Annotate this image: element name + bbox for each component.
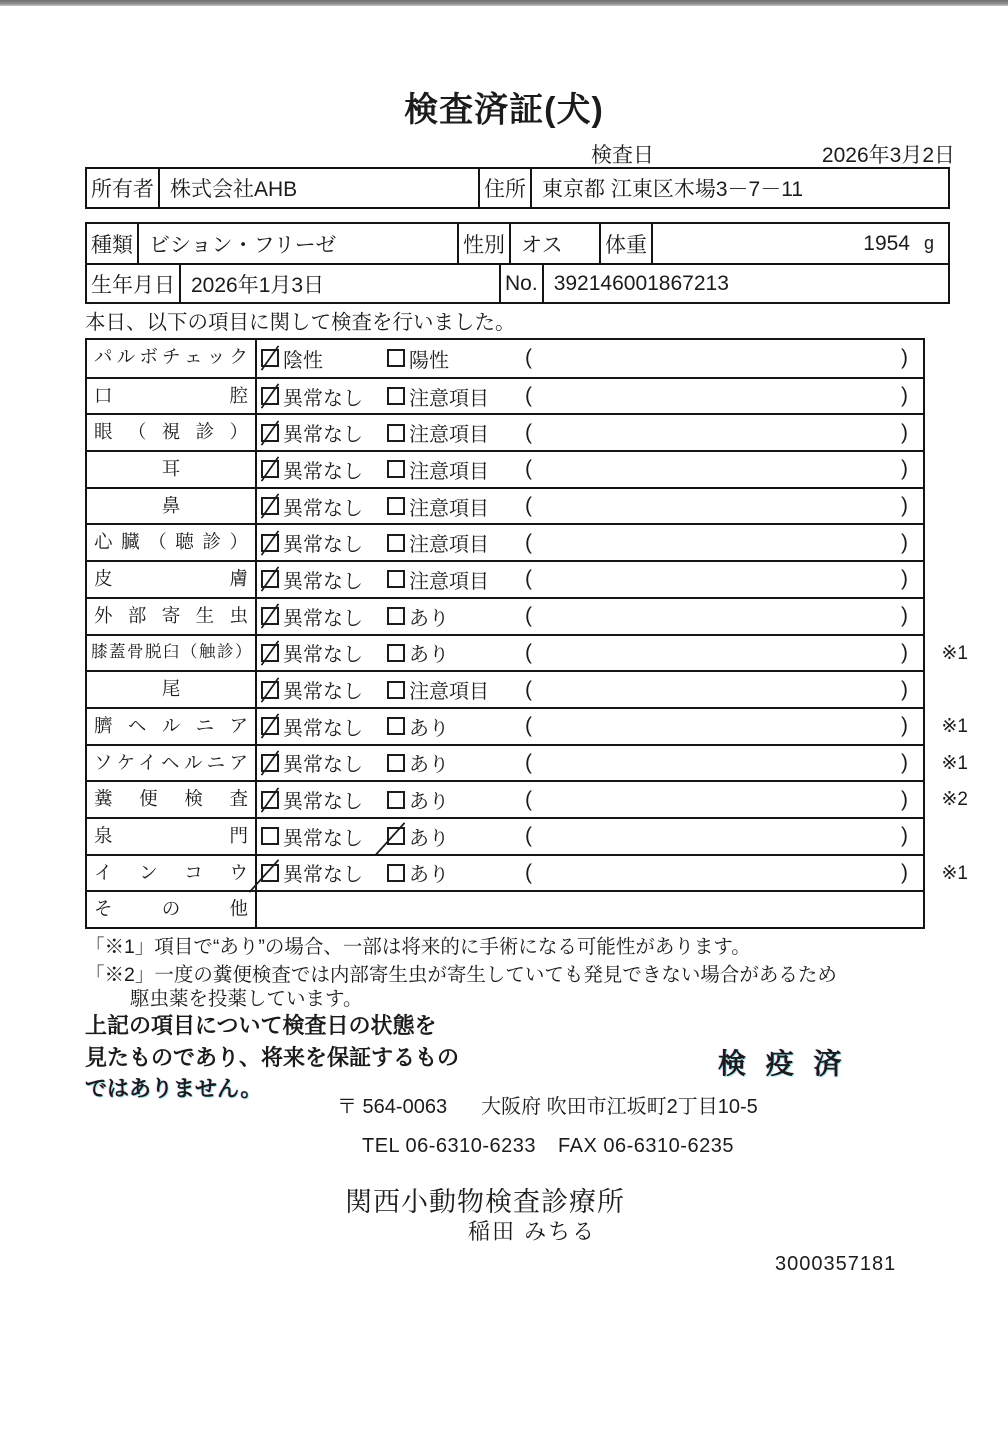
check-table [85, 338, 968, 929]
option-label: あり [409, 791, 449, 814]
option-label: 異常なし [283, 644, 363, 667]
option-label: 異常なし [283, 387, 363, 410]
paren-open: ( [525, 750, 532, 774]
checkbox-normal [261, 424, 279, 442]
check-row-tail [87, 670, 923, 707]
paren-close: ) [901, 750, 908, 774]
check-item-label: 外部寄生虫 [87, 599, 257, 634]
checkbox-normal [261, 864, 279, 882]
checkbox-normal [261, 644, 279, 662]
option-label: 注意項目 [409, 497, 489, 520]
paren-close: ) [901, 677, 908, 701]
paren-open: ( [525, 494, 532, 518]
checkbox-caution [387, 570, 405, 588]
check-row-patella [87, 634, 968, 671]
check-item-label: パルボチェック [87, 340, 257, 377]
paren-close: ) [901, 530, 908, 554]
option-label: 異常なし [283, 460, 363, 483]
paren-close: ) [901, 346, 908, 370]
checkbox-normal [261, 681, 279, 699]
paren-open: ( [525, 824, 532, 848]
paren-open: ( [525, 677, 532, 701]
paren-open: ( [525, 346, 532, 370]
paren-close: ) [901, 640, 908, 664]
check-item-label: 口腔 [87, 379, 257, 414]
paren-close: ) [901, 567, 908, 591]
check-row-fontanelle [87, 817, 923, 854]
check-item-label: その他 [87, 892, 257, 927]
checkbox-caution [387, 424, 405, 442]
paren-open: ( [525, 860, 532, 884]
inspection-date-value: 2026年3月2日 [821, 144, 955, 167]
checkbox-normal [261, 497, 279, 515]
footnote-marker: ※1 [941, 752, 968, 774]
option-label: あり [409, 644, 449, 667]
check-row-parvo [87, 340, 923, 377]
owner-row [87, 169, 948, 207]
weight-unit: g [923, 233, 934, 253]
checkbox-normal [261, 717, 279, 735]
check-row-fecal-exam [87, 780, 968, 817]
option-label: 異常なし [283, 864, 363, 887]
paren-close: ) [901, 457, 908, 481]
option-label: 異常なし [283, 717, 363, 740]
paren-open: ( [525, 787, 532, 811]
footnote-2-line2: 駆虫薬を投薬しています。 [130, 988, 363, 1010]
check-row-umbilical-hernia [87, 707, 968, 744]
sex-value: オス [511, 224, 601, 263]
check-item-label: 心臓（聴診） [87, 525, 257, 560]
check-item-label: 糞便検査 [87, 782, 257, 817]
footnote-marker: ※2 [941, 789, 968, 811]
disclaimer-line-3: ではありません。 [85, 1076, 263, 1101]
check-row-eyes [87, 413, 923, 450]
footnote-2-line1: 「※2」一度の糞便検査では内部寄生虫が寄生していても発見できない場合があるため [85, 964, 837, 986]
clinic-name: 関西小動物検査診療所 [345, 1187, 625, 1217]
option-label: 注意項目 [409, 460, 489, 483]
checkbox-present [387, 791, 405, 809]
check-item-label: 臍ヘルニア [87, 709, 257, 744]
option-label: 異常なし [283, 754, 363, 777]
weight-label: 体重 [601, 224, 653, 263]
check-row-nose [87, 487, 923, 524]
checkbox-caution [387, 460, 405, 478]
owner-value: 株式会社AHB [160, 169, 480, 207]
page-title: 検査済証(犬) [404, 91, 604, 129]
check-item-label: 尾 [87, 672, 257, 707]
paren-close: ) [901, 824, 908, 848]
checkbox-normal [261, 570, 279, 588]
paren-open: ( [525, 714, 532, 738]
clinic-address: 大阪府 吹田市江坂町2丁目10-5 [481, 1096, 758, 1118]
paren-close: ) [901, 384, 908, 408]
check-row-ears [87, 450, 923, 487]
option-label: 異常なし [283, 827, 363, 850]
paren-open: ( [525, 384, 532, 408]
clinic-phone-line [362, 1135, 734, 1158]
option-label: 異常なし [283, 570, 363, 593]
pet-info-table [85, 222, 950, 304]
check-row-external-parasites [87, 597, 923, 634]
checkbox-normal [261, 387, 279, 405]
document-serial-number: 3000357181 [775, 1253, 897, 1275]
check-row-heart [87, 523, 923, 560]
weight-value: 1954 [863, 231, 910, 255]
owner-table [85, 167, 950, 209]
paren-open: ( [525, 530, 532, 554]
footnote-marker: ※1 [941, 862, 968, 884]
check-item-label: 眼（視診） [87, 415, 257, 450]
check-item-label: 皮膚 [87, 562, 257, 597]
option-label: あり [409, 754, 449, 777]
option-label: 陰性 [283, 349, 323, 372]
checkbox-normal [261, 754, 279, 772]
checkbox-present [387, 754, 405, 772]
intro-text: 本日、以下の項目に関して検査を行いました。 [85, 311, 516, 334]
paren-open: ( [525, 420, 532, 444]
checkbox-present [387, 717, 405, 735]
address-value: 東京都 江東区木場3－7－11 [542, 178, 803, 201]
checkbox-caution [387, 387, 405, 405]
check-item-label: 泉門 [87, 819, 257, 854]
weight-value-cell [653, 224, 948, 263]
checkbox-normal [261, 460, 279, 478]
footnote-marker: ※1 [941, 715, 968, 737]
check-row-oral [87, 377, 923, 414]
birth-row [87, 263, 948, 302]
quarantine-stamp: 検 疫 済 [718, 1048, 848, 1079]
disclaimer-line-2: 見たものであり、将来を保証するもの [85, 1044, 460, 1070]
birth-value: 2026年1月3日 [181, 265, 501, 302]
paren-open: ( [525, 457, 532, 481]
checkbox-present [387, 864, 405, 882]
paren-close: ) [901, 787, 908, 811]
checkbox-normal [261, 607, 279, 625]
examiner-name: 稲田 みちる [468, 1219, 597, 1244]
paren-close: ) [901, 714, 908, 738]
birth-label: 生年月日 [87, 265, 181, 302]
breed-label: 種類 [87, 224, 139, 263]
check-row-cryptorchidism [87, 854, 968, 891]
option-label: 注意項目 [409, 570, 489, 593]
option-label: 異常なし [283, 607, 363, 630]
check-item-label: 膝蓋骨脱臼（触診） [87, 636, 257, 671]
option-label: 陽性 [409, 349, 449, 372]
checkbox-positive [387, 349, 405, 367]
check-row-other [87, 890, 923, 927]
checkbox-normal [261, 534, 279, 552]
option-label: 異常なし [283, 681, 363, 704]
option-label: 注意項目 [409, 387, 489, 410]
option-label: 異常なし [283, 424, 363, 447]
check-row-skin [87, 560, 923, 597]
checkbox-present [387, 607, 405, 625]
paren-close: ) [901, 604, 908, 628]
checkbox-caution [387, 681, 405, 699]
option-label: 異常なし [283, 497, 363, 520]
option-label: 異常なし [283, 791, 363, 814]
option-label: あり [409, 864, 449, 887]
checkbox-normal [261, 827, 279, 845]
no-value: 392146001867213 [553, 271, 729, 295]
option-label: あり [409, 827, 449, 850]
checkbox-present [387, 827, 405, 845]
checkbox-negative [261, 349, 279, 367]
check-row-inguinal-hernia [87, 744, 968, 781]
clinic-address-line [337, 1090, 758, 1119]
checkbox-caution [387, 534, 405, 552]
scan-artifact-bar [0, 0, 1008, 6]
checkbox-normal [261, 791, 279, 809]
disclaimer-line-1: 上記の項目について検査日の状態を [85, 1013, 437, 1038]
paren-open: ( [525, 604, 532, 628]
clinic-fax: FAX 06-6310-6235 [558, 1135, 734, 1157]
sex-label: 性別 [459, 224, 511, 263]
clinic-postal: 〒 564-0063 [337, 1096, 448, 1118]
check-item-label: インコウ [87, 856, 257, 891]
option-label: 異常なし [283, 534, 363, 557]
option-label: あり [409, 607, 449, 630]
check-item-label: 耳 [87, 452, 257, 487]
footnote-1: 「※1」項目で“あり”の場合、一部は将来的に手術になる可能性があります。 [85, 936, 751, 958]
option-label: 注意項目 [409, 424, 489, 447]
paren-close: ) [901, 494, 908, 518]
clinic-tel: TEL 06-6310-6233 [362, 1135, 537, 1157]
paren-open: ( [525, 567, 532, 591]
checkbox-present [387, 644, 405, 662]
footnote-marker: ※1 [941, 642, 968, 664]
other-empty-cell [257, 892, 923, 927]
owner-label: 所有者 [87, 169, 160, 207]
checkbox-caution [387, 497, 405, 515]
paren-close: ) [901, 420, 908, 444]
paren-open: ( [525, 640, 532, 664]
breed-value: ビション・フリーゼ [139, 224, 459, 263]
paren-close: ) [901, 860, 908, 884]
option-label: 注意項目 [409, 681, 489, 704]
option-label: 注意項目 [409, 534, 489, 557]
check-item-label: 鼻 [87, 489, 257, 524]
option-label: あり [409, 717, 449, 740]
check-item-label: ソケイヘルニア [87, 746, 257, 781]
no-label: No. [501, 265, 544, 302]
address-label: 住所 [480, 169, 532, 207]
inspection-date-label: 検査日 [591, 144, 654, 167]
breed-row [87, 224, 948, 263]
